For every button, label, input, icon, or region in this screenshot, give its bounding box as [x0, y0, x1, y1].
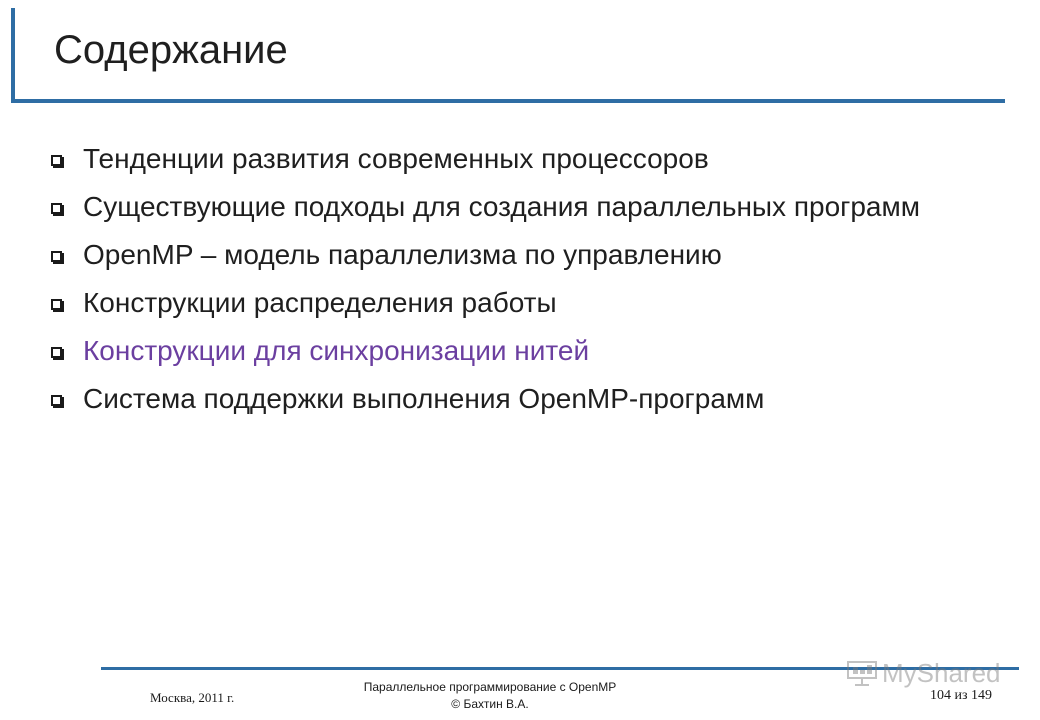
list-item-text: Существующие подходы для создания параллельных программ	[83, 191, 920, 222]
footer-course-title: Параллельное программирование с OpenMP	[363, 680, 617, 694]
list-item-text: Тенденции развития современных процессоров	[83, 143, 709, 174]
list-item-text: Конструкции распределения работы	[83, 287, 557, 318]
checkbox-square-icon	[51, 155, 62, 166]
presentation-board-icon	[846, 659, 878, 687]
title-frame-bottom-border	[11, 99, 1005, 103]
list-item-text: Система поддержки выполнения OpenMP-программ	[83, 383, 765, 414]
checkbox-square-icon	[51, 299, 62, 310]
contents-list	[48, 140, 948, 428]
checkbox-square-icon	[51, 395, 62, 406]
watermark-text: MyShared	[882, 657, 1001, 688]
page-counter: 104 из 149	[930, 688, 993, 703]
list-item	[48, 188, 948, 226]
list-item	[48, 380, 948, 418]
checkbox-square-icon	[51, 347, 62, 358]
watermark	[846, 655, 1001, 691]
list-item	[48, 236, 948, 274]
list-item	[48, 140, 948, 178]
title-frame-left-border	[11, 8, 15, 103]
list-item-text: OpenMP – модель параллелизма по управлению	[83, 239, 722, 270]
footer-course-info	[360, 679, 620, 713]
footer-location-date: Москва, 2011 г.	[150, 690, 235, 705]
checkbox-square-icon	[51, 251, 62, 262]
list-item-current	[48, 332, 948, 370]
footer-author: © Бахтин В.А.	[451, 697, 529, 711]
list-item-text: Конструкции для синхронизации нитей	[83, 335, 590, 366]
list-item	[48, 284, 948, 322]
slide-title: Содержание	[54, 28, 288, 72]
checkbox-square-icon	[51, 203, 62, 214]
